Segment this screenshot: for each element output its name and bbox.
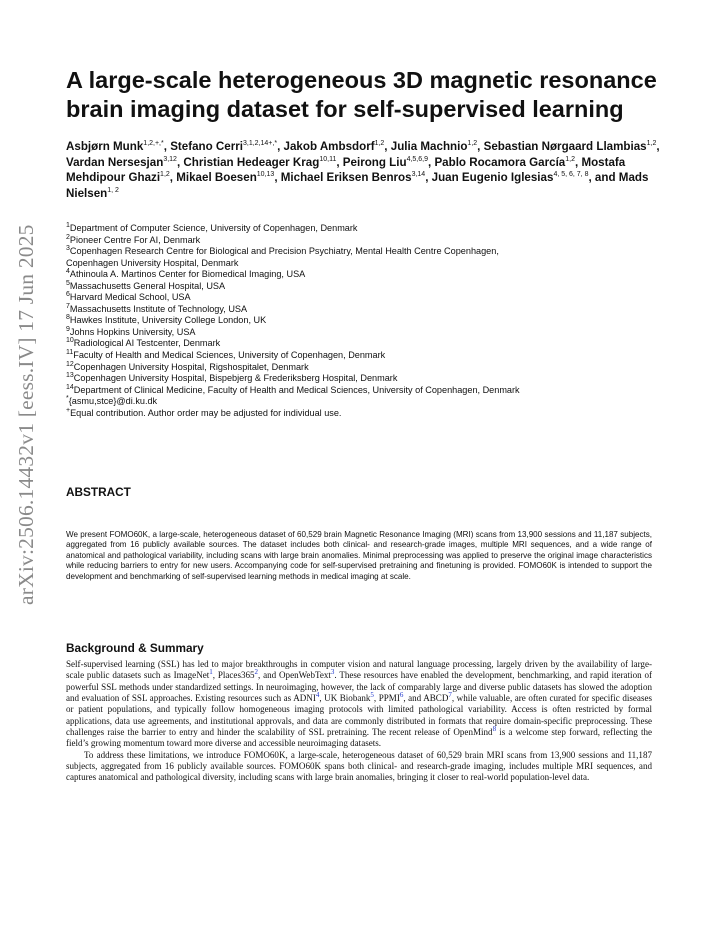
- affiliation: $^{14}$Department of Clinical Medicine, Faculty of Health and Medical Sciences, University of Copenhagen, Denmark: [66, 383, 520, 395]
- citation-link[interactable]: 3: [330, 668, 335, 677]
- citation-link[interactable]: 7: [448, 691, 452, 700]
- affiliation: $^7$Massachusetts Institute of Technology, USA: [66, 302, 248, 314]
- citation-link[interactable]: 8: [492, 725, 497, 734]
- affiliation: $^1$Department of Computer Science, University of Copenhagen, Denmark: [66, 221, 358, 233]
- background-heading: Background & Summary: [66, 641, 204, 655]
- title-line-2: brain imaging dataset for self-supervised learning: [66, 96, 624, 122]
- affiliation: $^3$Copenhagen Research Centre for Biological and Precision Psychiatry, Mental Health Centre Copenhagen,: [66, 245, 499, 257]
- author: Pablo Rocamora García$^{1,2}$: [434, 155, 575, 169]
- author: Stefano Cerri$^{3,1,2,14+,*}$: [170, 140, 278, 153]
- author-list: Asbjørn Munk$^{1,2,+,*}$, Stefano Cerri$^{3,1,2,14+,*}$, Jakob Ambsdorf$^{1,2}$, Julia Machnio$^{1,2}$, Sebastian Nørgaard Llambias$^{1,2}$, Vardan Nersesjan$^{3,12}$, Christian Hedeager Krag$^{10,11}$, Peirong Liu$^{4,5,6,9}$, Pablo Rocamora García$^{1,2}$, Mostafa Mehdipour Ghazi$^{1,2}$, Mikael Boesen$^{10,13}$, Michael Eriksen Benros$^{3,14}$, Juan Eugenio Iglesias$^{4, 5, 6, 7, 8}$, and Mads Nielsen$^{1, 2}$: [66, 140, 660, 200]
- affiliation: $^{10}$Radiological AI Testcenter, Denmark: [66, 337, 221, 349]
- background-paragraph-2: To address these limitations, we introduce FOMO60K, a large-scale, heterogeneous dataset of 60,529 brain MRI scans from 13,900 sessions and 11,187 subjects, aggregated from 16 publicly available sources. FOMO60K spans both clinical- and research-grade imaging, includes multiple MRI sequences, and captures anatomical and pathological diversity, including scans with large brain anomalies, bringing it closer to real-world population-level data.: [66, 749, 652, 783]
- author: Mikael Boesen$^{10,13}$: [176, 171, 275, 185]
- abstract-heading: ABSTRACT: [66, 485, 131, 499]
- affiliation: $^6$Harvard Medical School, USA: [66, 291, 191, 303]
- author: Julia Machnio$^{1,2}$: [390, 140, 478, 153]
- affiliation: $^4$Athinoula A. Martinos Center for Biomedical Imaging, USA: [66, 268, 306, 280]
- contact-email: *{asmu,stce}@di.ku.dk: [66, 395, 158, 407]
- affiliation: $^9$Johns Hopkins University, USA: [66, 325, 196, 337]
- affiliation-list: [66, 223, 666, 419]
- background-paragraph-1: Self-supervised learning (SSL) has led to major breakthroughs in computer vision and natural language processing, largely driven by the availability of large-scale public datasets such as ImageNet$^1$, Places365$^2$, and OpenWebText$^3$. These resources have enabled the development, benchmarking, and rapid iteration of powerful SSL methods under standardized settings. In neuroimaging, however, the lack of comparably large and diverse public datasets has slowed the adoption and evaluation of SSL approaches. Existing resources such as ADNI$^4$, UK Biobank$^5$, PPMI$^6$, and ABCD$^7$, while valuable, are often curated for specific diseases or patient populations, and typically follow homogeneous imaging protocols with limited pathological variability. Access is often restricted by formal applications, data use agreements, and institutional approvals, and data are commonly distributed in formats that require domain-specific preprocessing. These challenges raise the barrier to entry and hinder the scalability of SSL pretraining. The recent release of OpenMind$^8$ is a welcome step forward, reflecting the field’s growing momentum toward more diverse and accessible neuroimaging datasets.: [66, 659, 653, 749]
- author: Peirong Liu$^{4,5,6,9}$: [342, 155, 428, 169]
- citation-link[interactable]: 4: [315, 691, 320, 700]
- affiliation: $^{11}$Faculty of Health and Medical Sciences, University of Copenhagen, Denmark: [66, 348, 386, 361]
- affiliation: $^5$Massachusetts General Hospital, USA: [66, 279, 226, 291]
- author: Sebastian Nørgaard Llambias$^{1,2}$: [483, 140, 657, 153]
- affiliation: Copenhagen University Hospital, Denmark: [66, 257, 239, 268]
- arxiv-identifier: arXiv:2506.14432v1 [eess.IV] 17 Jun 2025: [14, 224, 38, 605]
- citation-link[interactable]: 2: [254, 668, 259, 677]
- citation-link[interactable]: 5: [370, 691, 374, 700]
- affiliation: $^8$Hawkes Institute, University College London, UK: [66, 314, 267, 326]
- abstract-text: We present FOMO60K, a large-scale, heterogeneous dataset of 60,529 brain Magnetic Resonance Imaging (MRI) scans from 13,900 sessions and 11,187 subjects, aggregated from 16 publicly available sources. The dataset includes both clinical- and research-grade images, multiple MRI sequences, and a wide range of anatomical and pathological variability, including scans with large brain anomalies. Minimal preprocessing was applied to preserve the original image characteristics while reducing barriers to entry for new users. Accompanying code for self-supervised pretraining and finetuning is provided. FOMO60K is intended to support the development and benchmarking of self-supervised learning methods in medical imaging at scale.: [66, 530, 652, 581]
- author: Juan Eugenio Iglesias$^{4, 5, 6, 7, 8}$: [431, 171, 589, 185]
- author: Asbjørn Munk$^{1,2,+,*}$: [66, 140, 164, 153]
- author: Michael Eriksen Benros$^{3,14}$: [280, 171, 426, 185]
- citation-link[interactable]: 6: [399, 691, 404, 700]
- author: Jakob Ambsdorf$^{1,2}$: [283, 140, 385, 153]
- affiliation: $^2$Pioneer Centre For AI, Denmark: [66, 233, 201, 245]
- background-section: [66, 659, 652, 784]
- authors-conjunction: and: [594, 171, 616, 185]
- author: Mads Nielsen$^{1, 2}$: [66, 171, 649, 200]
- author: Mostafa Mehdipour Ghazi$^{1,2}$: [66, 155, 626, 185]
- paper-title: [66, 66, 666, 124]
- author: Christian Hedeager Krag$^{10,11}$: [183, 155, 337, 169]
- author: Vardan Nersesjan$^{3,12}$: [66, 155, 177, 169]
- title-line-1: A large-scale heterogeneous 3D magnetic resonance: [66, 67, 657, 93]
- affiliation: $^{13}$Copenhagen University Hospital, Bispebjerg & Frederiksberg Hospital, Denmark: [66, 372, 398, 384]
- equal-contribution-note: +Equal contribution. Author order may be adjusted for individual use.: [66, 406, 342, 418]
- citation-link[interactable]: 1: [209, 668, 213, 677]
- affiliation: $^{12}$Copenhagen University Hospital, Rigshospitalet, Denmark: [66, 360, 309, 372]
